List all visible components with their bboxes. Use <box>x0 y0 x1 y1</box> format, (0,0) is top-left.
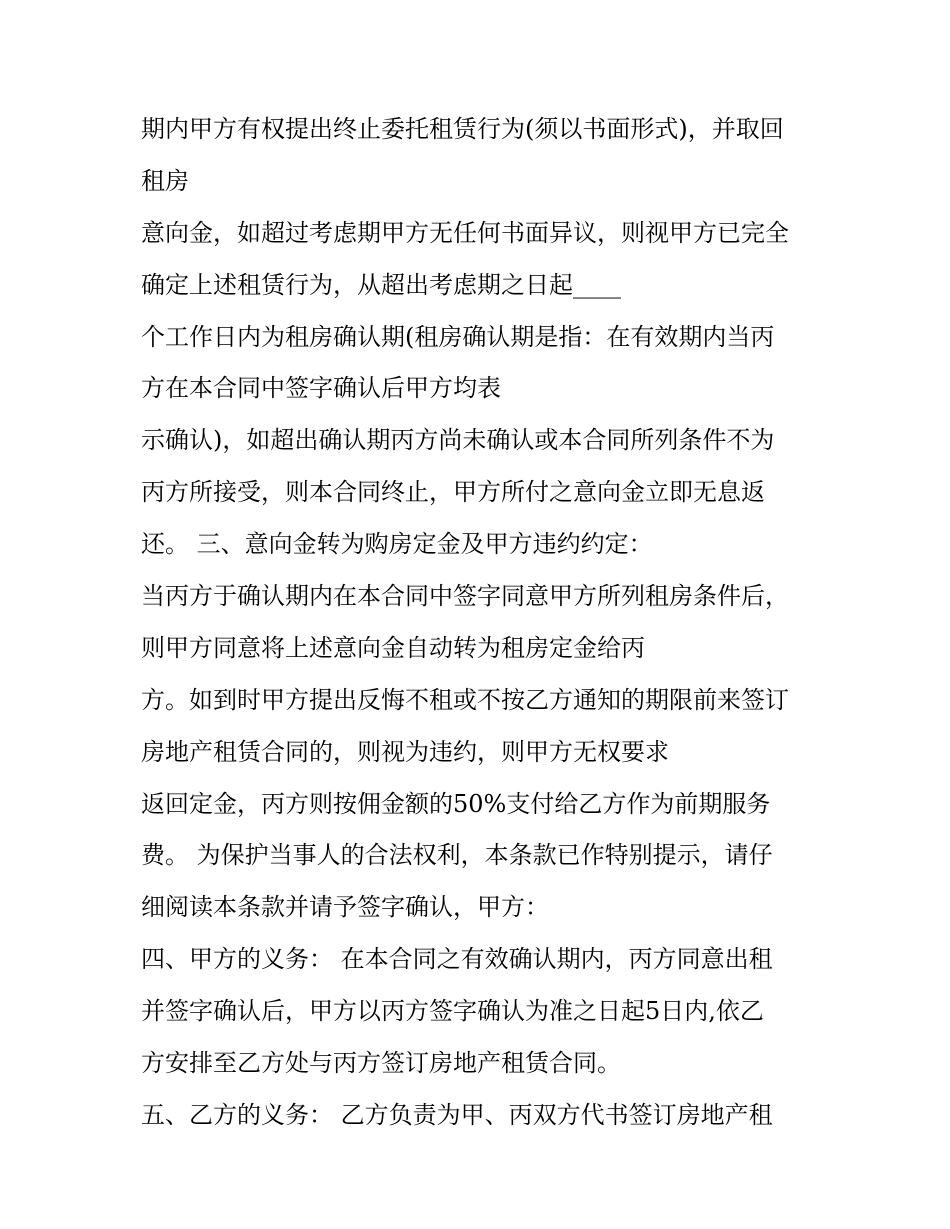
text-line: 五、乙方的义务： 乙方负责为甲、丙双方代书签订房地产租 <box>141 1100 773 1129</box>
text-line: 返回定金，丙方则按佣金额的50%支付给乙方作为前期服务 <box>141 789 771 818</box>
text-line: 方在本合同中签字确认后甲方均表 <box>141 374 501 403</box>
text-line: 四、甲方的义务： 在本合同之有效确认期内，丙方同意出租 <box>141 945 773 974</box>
text-line: 还。 三、意向金转为购房定金及甲方违约约定： <box>141 530 653 559</box>
text-line: 方。如到时甲方提出反悔不租或不按乙方通知的期限前来签订 <box>141 685 789 714</box>
text-line: 则甲方同意将上述意向金自动转为租房定金给丙 <box>141 633 645 662</box>
text-line: 意向金，如超过考虑期甲方无任何书面异议，则视甲方已完全 <box>141 218 789 247</box>
text-line: 当丙方于确认期内在本合同中签字同意甲方所列租房条件后， <box>141 582 789 611</box>
text-line: 租房 <box>141 166 189 195</box>
text-line: 期内甲方有权提出终止委托租赁行为(须以书面形式)，并取回 <box>141 115 784 143</box>
text-line: 丙方所接受，则本合同终止，甲方所付之意向金立即无息返 <box>141 478 765 507</box>
text-line: 示确认)，如超出确认期丙方尚未确认或本合同所列条件不为 <box>141 426 775 455</box>
text-line: 确定上述租赁行为，从超出考虑期之日起____ <box>141 270 621 299</box>
text-line: 并签字确认后，甲方以丙方签字确认为准之日起5日内,依乙 <box>141 997 764 1026</box>
text-line: 方安排至乙方处与丙方签订房地产租赁合同。 <box>141 1049 621 1078</box>
text-line: 费。 为保护当事人的合法权利，本条款已作特别提示，请仔 <box>141 841 773 870</box>
document-body <box>141 108 841 1146</box>
text-line: 细阅读本条款并请予签字确认，甲方： <box>141 893 549 922</box>
text-line: 个工作日内为租房确认期(租房确认期是指：在有效期内当丙 <box>141 322 775 351</box>
text-line: 房地产租赁合同的，则视为违约，则甲方无权要求 <box>141 737 669 766</box>
